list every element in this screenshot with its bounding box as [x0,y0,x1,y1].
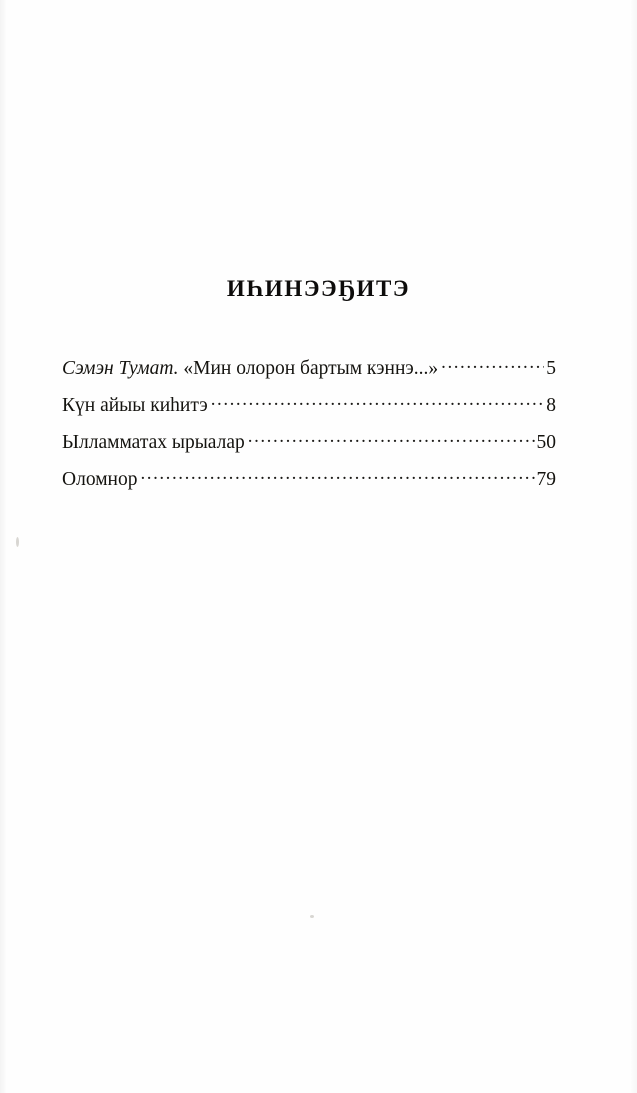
toc-entry[interactable] [62,391,556,415]
page-left-edge-shadow [0,0,7,1093]
toc-entry-label [62,396,210,416]
toc-entry-title: Оломнор [62,468,138,490]
toc-entry-label [62,433,247,453]
toc-entry-title: «Мин олорон бартым кэннэ...» [178,357,439,379]
page-title: ИҺИНЭЭҔИТЭ [226,276,411,301]
table-of-contents [62,354,556,502]
toc-entry-title: Күн айыы киһитэ [62,394,208,416]
toc-leader-dots [441,354,544,374]
toc-entry[interactable] [62,428,556,452]
page-speck [310,915,314,918]
toc-entry-page-number: 50 [536,431,556,453]
toc-leader-dots [211,391,545,411]
toc-entry-author: Сэмэн Тумат. [62,357,179,379]
toc-entry-page-number: 5 [546,357,556,379]
page-speck [16,537,19,547]
page-right-edge-shadow [630,0,637,1093]
toc-entry-page-number: 8 [546,394,556,416]
toc-entry-label [62,470,139,490]
toc-entry-label [62,359,440,379]
toc-leader-dots [140,465,534,485]
toc-leader-dots [248,428,535,448]
toc-entry[interactable] [62,465,556,489]
toc-entry-page-number: 79 [536,468,556,490]
toc-entry-title: Ылламматах ырыалар [62,431,245,453]
toc-entry[interactable] [62,354,556,378]
